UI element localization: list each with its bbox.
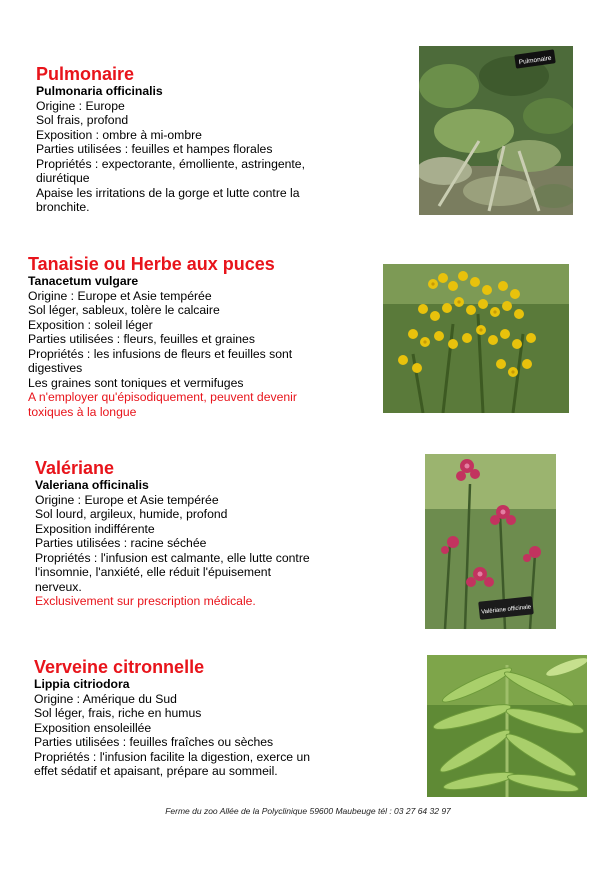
plant-info-line: Sol léger, sableux, tolère le calcaire [28, 303, 220, 317]
plant-info-line: Propriétés : l'infusion est calmante, elle lutte contre [35, 550, 310, 565]
plant-info-line: Les graines sont toniques et vermifuges [28, 375, 244, 390]
plant-photo-label: Valériane officinale [480, 604, 532, 616]
plant-info-line: Sol lourd, argileux, humide, profond [35, 507, 228, 521]
plant-warning-line: A n'employer qu'épisodiquement, peuvent devenir [28, 390, 297, 404]
plant-entry [28, 254, 297, 419]
plant-warning-line: Exclusivement sur prescription médicale. [35, 594, 256, 608]
plant-name: Valériane [35, 458, 115, 478]
plant-info-line: Exposition : ombre à mi-ombre [36, 127, 202, 142]
plant-info-line: effet sédatif et apaisant, prépare au sommeil. [34, 764, 278, 778]
plant-name: Tanaisie ou Herbe aux puces [28, 254, 275, 274]
plant-info-line: Propriétés : les infusions de fleurs et feuilles sont [28, 346, 293, 361]
plant-info-line: bronchite. [36, 200, 90, 214]
plant-info-line: diurétique [36, 171, 90, 185]
plant-entry [34, 657, 310, 779]
plant-info-line: Propriétés : l'infusion facilite la digestion, exerce un [34, 749, 311, 764]
plant-info-line: digestives [28, 361, 83, 375]
plant-info-line: nerveux. [35, 579, 82, 594]
footer-address: Ferme du zoo Allée de la Polyclinique 59600 Maubeuge tél : 03 27 64 32 97 [165, 806, 451, 816]
plant-photo-pulmonaire [419, 46, 573, 215]
plant-info-line: Sol léger, frais, riche en humus [34, 706, 202, 720]
plant-info-line: Parties utilisées : fleurs, feuilles et graines [28, 332, 255, 346]
plant-photo-valeriane [425, 454, 556, 629]
plant-name: Pulmonaire [36, 64, 135, 84]
plant-warning-line: toxiques à la longue [28, 404, 137, 419]
plant-info-line: Parties utilisées : racine séchée [35, 536, 207, 550]
plant-info-line: Exposition indifférente [35, 521, 155, 536]
plant-info-line: l'insomnie, l'anxiété, elle réduit l'épuisement [35, 565, 271, 579]
plant-info-line: Origine : Europe [36, 98, 125, 113]
plant-info-line: Parties utilisées : feuilles et hampes florales [36, 142, 273, 156]
plant-latin-name: Tanacetum vulgare [28, 274, 139, 288]
plant-info-line: Exposition : soleil léger [28, 317, 153, 332]
plant-latin-name: Pulmonaria officinalis [36, 84, 163, 98]
plant-name: Verveine citronnelle [34, 657, 205, 677]
plant-info-line: Parties utilisées : feuilles fraîches ou sèches [34, 735, 274, 749]
plant-info-line: Propriétés : expectorante, émolliente, astringente, [36, 156, 305, 171]
plant-info-line: Exposition ensoleillée [34, 720, 152, 735]
plant-photo-label: Pulmonaire [518, 54, 552, 67]
plant-photo-verveine [427, 655, 587, 797]
plant-info-line: Origine : Amérique du Sud [34, 691, 177, 706]
plant-entry [35, 458, 310, 609]
plant-info-line: Origine : Europe et Asie tempérée [35, 492, 219, 507]
plant-info-line: Origine : Europe et Asie tempérée [28, 288, 212, 303]
plant-latin-name: Lippia citriodora [34, 677, 130, 691]
plant-latin-name: Valeriana officinalis [35, 478, 149, 492]
plant-photo-tanaisie [383, 264, 569, 413]
plant-entry [36, 64, 305, 215]
plant-info-line: Apaise les irritations de la gorge et lutte contre la [36, 185, 300, 200]
plant-info-line: Sol frais, profond [36, 113, 129, 127]
